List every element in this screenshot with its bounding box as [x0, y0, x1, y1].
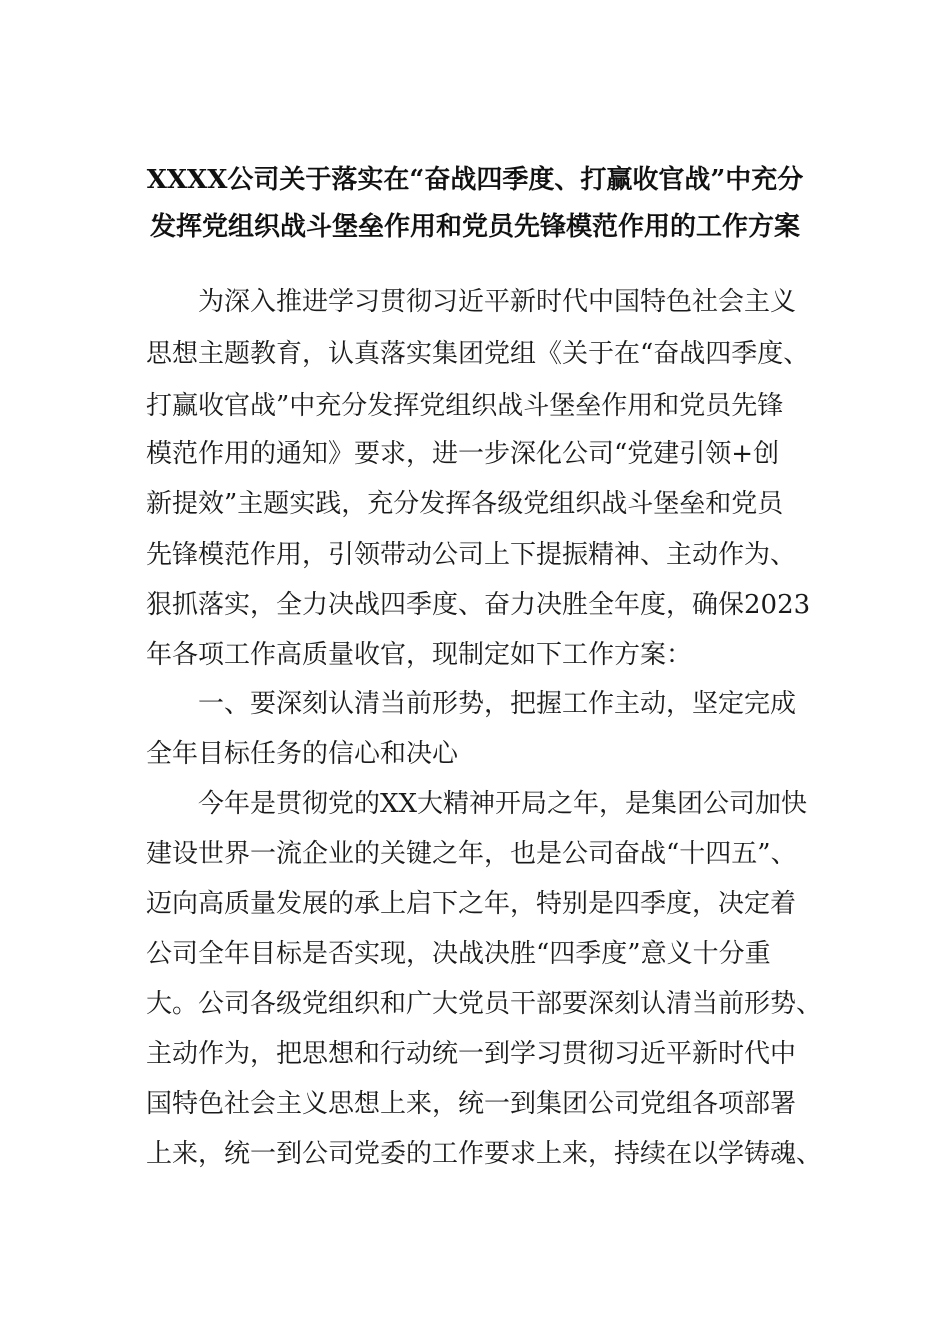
- paragraph-line: 先锋模范作用，引领带动公司上下提振精神、主动作为、: [146, 540, 797, 570]
- paragraph-line: 新提效”主题实践，充分发挥各级党组织战斗堡垒和党员: [146, 489, 784, 519]
- paragraph-line: 思想主题教育，认真落实集团党组《关于在“奋战四季度、: [146, 339, 810, 369]
- paragraph-line: 打赢收官战”中充分发挥党组织战斗堡垒作用和党员先锋: [146, 391, 784, 421]
- paragraph-line: 公司全年目标是否实现，决战决胜“四季度”意义十分重: [146, 939, 771, 969]
- document-title-line-1: XXXX公司关于落实在“奋战四季度、打赢收官战”中充分: [146, 165, 804, 195]
- paragraph-line: 年各项工作高质量收官，现制定如下工作方案：: [146, 640, 693, 670]
- paragraph-line: 迈向高质量发展的承上启下之年，特别是四季度，决定着: [146, 889, 797, 919]
- paragraph-line: 今年是贯彻党的XX大精神开局之年，是集团公司加快: [198, 789, 808, 819]
- section-heading-line: 一、要深刻认清当前形势，把握工作主动，坚定完成: [198, 689, 797, 719]
- document-title-line-2: 发挥党组织战斗堡垒作用和党员先锋模范作用的工作方案: [149, 212, 800, 242]
- paragraph-line: 狠抓落实，全力决战四季度、奋力决胜全年度，确保2023: [146, 590, 811, 620]
- paragraph-line: 模范作用的通知》要求，进一步深化公司“党建引领+创: [146, 439, 780, 469]
- paragraph-line: 主动作为，把思想和行动统一到学习贯彻习近平新时代中: [146, 1039, 797, 1069]
- section-heading-line: 全年目标任务的信心和决心: [146, 739, 459, 769]
- paragraph-line: 国特色社会主义思想上来，统一到集团公司党组各项部署: [146, 1089, 797, 1119]
- paragraph-line: 建设世界一流企业的关键之年，也是公司奋战“十四五”、: [146, 839, 797, 869]
- paragraph-line: 上来，统一到公司党委的工作要求上来，持续在以学铸魂、: [146, 1139, 823, 1169]
- paragraph-line: 大。公司各级党组织和广大党员干部要深刻认清当前形势、: [146, 989, 823, 1019]
- paragraph-line: 为深入推进学习贯彻习近平新时代中国特色社会主义: [198, 287, 797, 317]
